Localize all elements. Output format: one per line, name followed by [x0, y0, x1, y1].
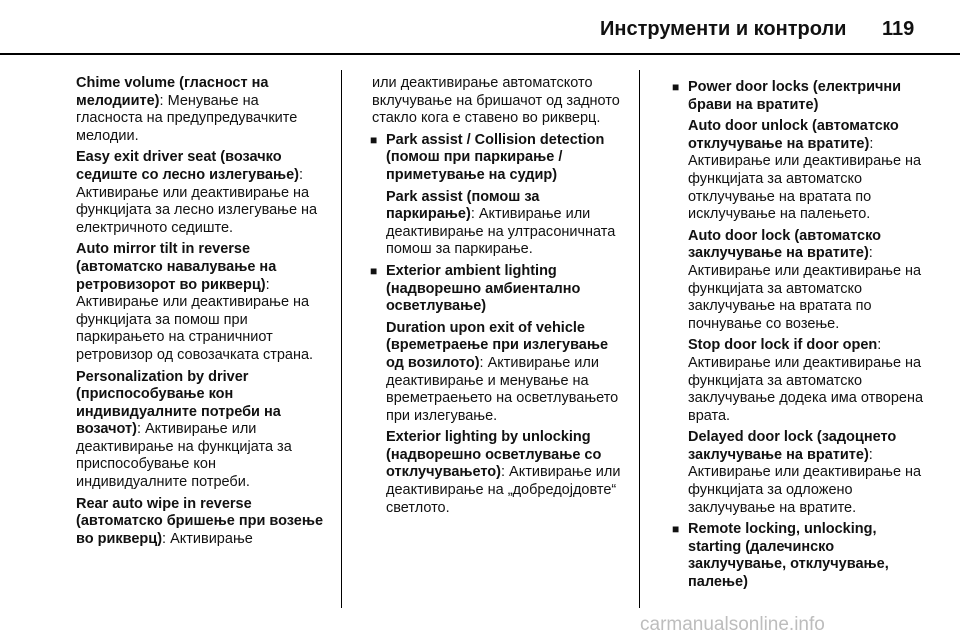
column-1 — [76, 75, 326, 552]
entry-text: : Активирање или деактивирање на функцијата за автоматско заклучување додека има отворена врата. — [688, 337, 924, 424]
entry-duration-exit — [372, 320, 624, 426]
page-title: Инструменти и контроли — [600, 18, 847, 40]
entry-auto-door-unlock — [674, 118, 926, 224]
entry-text: : Активирање или деактивирање на функцијата за помош при паркирањето на страничниот ретровизор од совозачката страна. — [76, 276, 314, 363]
entry-stop-door-lock — [674, 337, 926, 425]
entry-easy-exit — [76, 149, 326, 237]
entry-title: Auto door lock (автоматско заклучување на вратите) — [688, 227, 882, 262]
entry-rear-auto-wipe — [76, 496, 326, 549]
entry-text: : Активирање или деактивирање на функцијата за одложено заклучување на вратите. — [688, 446, 922, 516]
watermark: carmanualsonline.info — [640, 614, 825, 635]
entry-text: : Активирање или деактивирање на „добредојдовте“ светлото. — [386, 464, 621, 516]
page-number: 119 — [882, 18, 915, 40]
column-2 — [372, 75, 624, 521]
entry-title: Chime volume (гласност на мелодиите) — [76, 75, 269, 109]
continuation-text: или деактивирање автоматското вклучување на бришачот од задното стакло кога е ставено во рикверц. — [372, 75, 620, 127]
entry-title: Auto door unlock (автоматско отклучување на вратите) — [688, 118, 899, 152]
bullet-park-assist: ■ Park assist / Collision detection (помош при паркирање / приметување на судир) — [372, 132, 624, 185]
column-divider-1 — [341, 70, 342, 608]
entry-chime-volume — [76, 75, 326, 145]
entry-title: Stop door lock if door open — [688, 337, 878, 354]
entry-text: : Активирање или деактивирање на функцијата за автоматско отклучување на вратата по исклучување на палењето. — [688, 135, 922, 223]
entry-auto-mirror-tilt — [76, 241, 326, 364]
entry-title: Personalization by driver (приспособување кон индивидуалните потреби на возачот) — [76, 368, 281, 438]
entry-text: : Менување на гласноста на предупредувачките мелодии. — [76, 92, 298, 144]
entry-text: : Активирање или деактивирање на функцијата за автоматско заклучување на вратата по почнување со возење. — [688, 245, 922, 332]
entry-title: Duration upon exit of vehicle (времетраење при излегување од возилото) — [386, 319, 609, 371]
entry-title: Rear auto wipe in reverse (автоматско бришење при возење во рикверц) — [76, 495, 324, 547]
entry-title: Easy exit driver seat (возачко седиште со лесно излегување) — [76, 149, 300, 183]
entry-text: : Активирање — [162, 530, 253, 547]
entry-lighting-unlocking — [372, 429, 624, 517]
column-3 — [674, 75, 926, 596]
bullet-power-door-locks: ■ Power door locks (електрични брави на вратите) — [674, 79, 926, 114]
column-divider-2 — [639, 70, 640, 608]
entry-title: Park assist (помош за паркирање) — [386, 188, 540, 223]
entry-text: : Активирање или деактивирање и менување на времетраењето на осветлувањето при излегување. — [386, 354, 619, 424]
entry-personalization — [76, 369, 326, 492]
entry-title: Auto mirror tilt in reverse (автоматско навалување на ретровизорот во рикверц) — [76, 241, 277, 293]
bullet-exterior-lighting: ■ Exterior ambient lighting (надворешно амбиентално осветлување) — [372, 263, 624, 316]
entry-text: : Активирање или деактивирање на ултрасоничната помош за паркирање. — [386, 206, 616, 258]
entry-text: : Активирање или деактивирање на функцијата за лесно излегување на електричното седиште. — [76, 166, 318, 236]
entry-text: : Активирање или деактивирање на функцијата за приспособување кон индивидуалните потреби. — [76, 421, 292, 491]
entry-auto-door-lock — [674, 228, 926, 334]
page-header — [0, 0, 960, 52]
header-rule — [0, 53, 960, 55]
entry-delayed-door-lock — [674, 429, 926, 517]
bullet-remote-locking: ■ Remote locking, unlocking, starting (далечинско заклучување, отклучување, палење) — [674, 521, 926, 591]
entry-title: Delayed door lock (задоцнето заклучување на вратите) — [688, 429, 897, 463]
entry-park-assist — [372, 189, 624, 259]
entry-title: Exterior lighting by unlocking (надворешно осветлување со отклучувањето) — [386, 429, 602, 481]
